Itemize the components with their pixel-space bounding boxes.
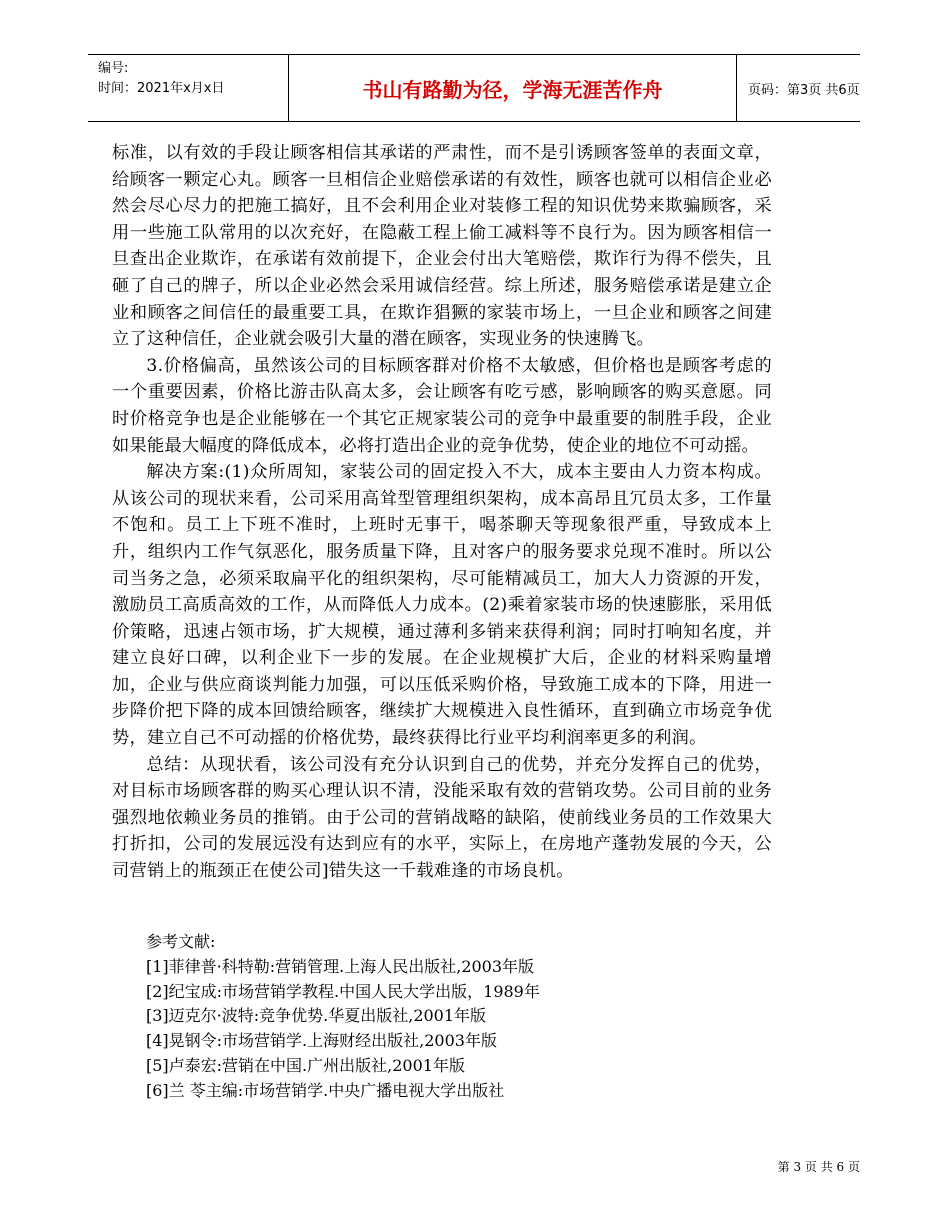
- header-motto: 书山有路勤为径，学海无涯苦作舟: [288, 55, 737, 121]
- references-title: 参考文献:: [146, 932, 216, 951]
- reference-item-5: [5]卢泰宏:营销在中国.广州出版社,2001年版: [146, 1055, 465, 1075]
- document-body: [112, 140, 772, 885]
- paragraph-3: 解决方案:(1)众所周知，家装公司的固定投入不大，成本主要由人力资本构成。从该公司的现状来看，公司采用高耸型管理组织架构，成本高昂且冗员太多，工作量不饱和。员工上下班不准时，上班时无事干，喝茶聊天等现象很严重，导致成本上升，组织内工作气氛恶化，服务质量下降，且对客户的服务要求兑现不准时。所以公司当务之急，必须采取扁平化的组织架构，尽可能精减员工，加大人力资源的开发，激励员工高质高效的工作，从而降低人力成本。(2)乘着家装市场的快速膨胀，采用低价策略，迅速占领市场，扩大规模，通过薄利多销来获得利润；同时打响知名度，并建立良好口碑，以利企业下一步的发展。在企业规模扩大后，企业的材料采购量增加，企业与供应商谈判能力加强，可以压低采购价格，导致施工成本的下降，用进一步降价把下降的成本回馈给顾客，继续扩大规模进入良性循环，直到确立市场竞争优势，建立自己不可动摇的价格优势，最终获得比行业平均利润率更多的利润。: [112, 462, 772, 749]
- reference-item-6: [6]兰 苓主编:市场营销学.中央广播电视大学出版社: [146, 1080, 505, 1100]
- reference-item-2: [2]纪宝成:市场营销学教程.中国人民大学出版，1989年: [146, 981, 540, 1001]
- document-number-label: 编号:: [98, 61, 129, 76]
- header-page-info: 页码：第3页 共6页: [748, 82, 860, 98]
- reference-item-3: [3]迈克尔·波特:竞争优势.华夏出版社,2001年版: [146, 1006, 487, 1026]
- references-section: [146, 930, 540, 1104]
- document-time-label: 时间：2021年x月x日: [98, 81, 225, 96]
- page-header: [88, 54, 860, 122]
- header-meta: [98, 59, 288, 99]
- page-footer: 第 3 页 共 6 页: [777, 1160, 860, 1174]
- paragraph-2: 3.价格偏高，虽然该公司的目标顾客群对价格不太敏感，但价格也是顾客考虑的一个重要因素，价格比游击队高太多，会让顾客有吃亏感，影响顾客的购买意愿。同时价格竞争也是企业能够在一个其它正规家装公司的竞争中最重要的制胜手段，企业如果能最大幅度的降低成本，必将打造出企业的竞争优势，使企业的地位不可动摇。: [112, 355, 772, 456]
- reference-item-1: [1]菲律普·科特勒:营销管理.上海人民出版社,2003年版: [146, 956, 535, 976]
- paragraph-4: 总结：从现状看，该公司没有充分认识到自己的优势，并充分发挥自己的优势，对目标市场顾客群的购买心理认识不清，没能采取有效的营销攻势。公司目前的业务强烈地依赖业务员的推销。由于公司的营销战略的缺陷，使前线业务员的工作效果大打折扣，公司的发展远没有达到应有的水平，实际上，在房地产蓬勃发展的今天，公司营销上的瓶颈正在使公司]错失这一千载难逢的市场良机。: [112, 754, 772, 882]
- paragraph-1: 标准，以有效的手段让顾客相信其承诺的严肃性，而不是引诱顾客签单的表面文章，给顾客一颗定心丸。顾客一旦相信企业赔偿承诺的有效性，顾客也就可以相信企业必然会尽心尽力的把施工搞好，且不会利用企业对装修工程的知识优势来欺骗顾客，采用一些施工队常用的以次充好，在隐蔽工程上偷工减料等不良行为。因为顾客相信一旦查出企业欺诈，在承诺有效前提下，企业会付出大笔赔偿，欺诈行为得不偿失，且砸了自己的牌子，所以企业必然会采用诚信经营。综上所述，服务赔偿承诺是建立企业和顾客之间信任的最重要工具，在欺诈猖獗的家装市场上，一旦企业和顾客之间建立了这种信任，企业就会吸引大量的潜在顾客，实现业务的快速腾飞。: [112, 143, 772, 350]
- reference-item-4: [4]晃钢令:市场营销学.上海财经出版社,2003年版: [146, 1031, 497, 1051]
